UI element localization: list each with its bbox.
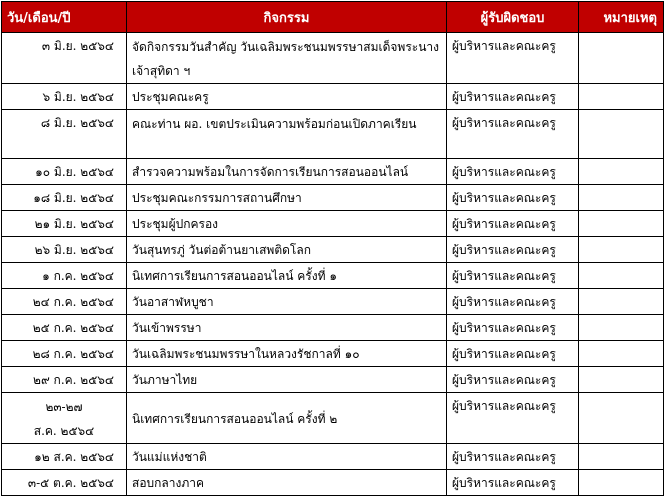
- header-row: [2, 2, 664, 33]
- date-text: ๑๘ มิ.ย. ๒๕๖๔: [33, 191, 114, 205]
- table-row: [2, 159, 664, 185]
- note-cell: [579, 444, 664, 470]
- header-note: หมายเหตุ: [579, 2, 664, 33]
- note-cell: [579, 315, 664, 341]
- responsible-cell: ผู้บริหารและคณะครู: [447, 159, 579, 185]
- date-text: ๖ มิ.ย. ๒๕๖๔: [42, 90, 114, 104]
- activity-cell: วันภาษาไทย: [127, 367, 447, 393]
- table-row: [2, 289, 664, 315]
- date-cell: [2, 393, 127, 444]
- date-text: ๘ มิ.ย. ๒๕๖๔: [40, 116, 114, 130]
- date-text: ๒๘ ก.ค. ๒๕๖๔: [32, 347, 114, 361]
- activity-cell: ประชุมคณะครู: [127, 84, 447, 110]
- note-cell: [579, 289, 664, 315]
- activity-cell: วันแม่แห่งชาติ: [127, 444, 447, 470]
- header-responsible: ผู้รับผิดชอบ: [447, 2, 579, 33]
- table-body: [2, 33, 664, 496]
- activity-cell: นิเทศการเรียนการสอนออนไลน์ ครั้งที่ ๒: [127, 393, 447, 444]
- date-cell: [2, 263, 127, 289]
- date-cell: [2, 341, 127, 367]
- table-row: [2, 341, 664, 367]
- responsible-cell: ผู้บริหารและคณะครู: [447, 393, 579, 444]
- note-cell: [579, 341, 664, 367]
- responsible-cell: ผู้บริหารและคณะครู: [447, 211, 579, 237]
- date-cell: [2, 289, 127, 315]
- table-row: [2, 33, 664, 84]
- activity-cell: วันเฉลิมพระชนมพรรษาในหลวงรัชกาลที่ ๑๐: [127, 341, 447, 367]
- date-text: ๓ มิ.ย. ๒๕๖๔: [41, 39, 114, 53]
- date-cell: [2, 110, 127, 159]
- date-cell: [2, 315, 127, 341]
- date-text: ๑๒ ส.ค. ๒๕๖๔: [34, 450, 114, 464]
- date-cell: [2, 444, 127, 470]
- responsible-cell: ผู้บริหารและคณะครู: [447, 110, 579, 159]
- date-text: ๑๐ มิ.ย. ๒๕๖๔: [35, 165, 114, 179]
- table-row: [2, 263, 664, 289]
- responsible-cell: ผู้บริหารและคณะครู: [447, 289, 579, 315]
- note-cell: [579, 393, 664, 444]
- date-cell: [2, 159, 127, 185]
- date-cell: [2, 33, 127, 84]
- date-cell: [2, 211, 127, 237]
- header-activity: กิจกรรม: [127, 2, 447, 33]
- activity-cell: สำรวจความพร้อมในการจัดการเรียนการสอนออนไลน์: [127, 159, 447, 185]
- responsible-cell: ผู้บริหารและคณะครู: [447, 470, 579, 496]
- date-text: ๒๓-๒๗: [45, 400, 83, 414]
- table-row: [2, 444, 664, 470]
- responsible-cell: ผู้บริหารและคณะครู: [447, 341, 579, 367]
- note-cell: [579, 84, 664, 110]
- table-row: [2, 84, 664, 110]
- activity-cell: วันสุนทรภู่ วันต่อต้านยาเสพติดโลก: [127, 237, 447, 263]
- table-row: [2, 185, 664, 211]
- date-text: ๒๔ ก.ค. ๒๕๖๔: [32, 295, 114, 309]
- activity-cell: สอบกลางภาค: [127, 470, 447, 496]
- date-cell: [2, 84, 127, 110]
- date-cell: [2, 367, 127, 393]
- date-cell: [2, 237, 127, 263]
- note-cell: [579, 110, 664, 159]
- activity-cell: นิเทศการเรียนการสอนออนไลน์ ครั้งที่ ๑: [127, 263, 447, 289]
- header-date: วัน/เดือน/ปี: [2, 2, 127, 33]
- responsible-cell: ผู้บริหารและคณะครู: [447, 237, 579, 263]
- note-cell: [579, 470, 664, 496]
- note-cell: [579, 159, 664, 185]
- table-row: [2, 393, 664, 444]
- date-text: ๒๙ ก.ค. ๒๕๖๔: [33, 373, 114, 387]
- activity-cell: ประชุมผู้ปกครอง: [127, 211, 447, 237]
- activity-schedule-table: [1, 1, 664, 496]
- activity-cell: ประชุมคณะกรรมการสถานศึกษา: [127, 185, 447, 211]
- responsible-cell: ผู้บริหารและคณะครู: [447, 444, 579, 470]
- date-cell: [2, 185, 127, 211]
- date-text: ๒๕ ก.ค. ๒๕๖๔: [32, 321, 114, 335]
- note-cell: [579, 237, 664, 263]
- responsible-cell: ผู้บริหารและคณะครู: [447, 367, 579, 393]
- table-row: [2, 110, 664, 159]
- responsible-cell: ผู้บริหารและคณะครู: [447, 263, 579, 289]
- responsible-cell: ผู้บริหารและคณะครู: [447, 185, 579, 211]
- activity-cell: จัดกิจกรรมวันสำคัญ วันเฉลิมพระชนมพรรษาสมเด็จพระนางเจ้าสุทิดา ฯ: [127, 33, 447, 84]
- date-cell: [2, 470, 127, 496]
- table-row: [2, 211, 664, 237]
- responsible-cell: ผู้บริหารและคณะครู: [447, 84, 579, 110]
- table-row: [2, 315, 664, 341]
- note-cell: [579, 367, 664, 393]
- responsible-cell: ผู้บริหารและคณะครู: [447, 33, 579, 84]
- note-cell: [579, 263, 664, 289]
- table-row: [2, 470, 664, 496]
- responsible-cell: ผู้บริหารและคณะครู: [447, 315, 579, 341]
- activity-cell: คณะท่าน ผอ. เขตประเมินความพร้อมก่อนเปิดภาคเรียน: [127, 110, 447, 159]
- date-text: ๒๑ มิ.ย. ๒๕๖๔: [34, 217, 114, 231]
- date-text: ส.ค. ๒๕๖๔: [33, 424, 95, 438]
- activity-cell: วันอาสาฬหบูชา: [127, 289, 447, 315]
- activity-cell: วันเข้าพรรษา: [127, 315, 447, 341]
- note-cell: [579, 33, 664, 84]
- date-text: ๑ ก.ค. ๒๕๖๔: [42, 269, 114, 283]
- date-text: ๓-๕ ต.ค. ๒๕๖๔: [27, 476, 114, 490]
- table-row: [2, 237, 664, 263]
- table-row: [2, 367, 664, 393]
- note-cell: [579, 185, 664, 211]
- note-cell: [579, 211, 664, 237]
- date-text: ๒๖ มิ.ย. ๒๕๖๔: [34, 243, 114, 257]
